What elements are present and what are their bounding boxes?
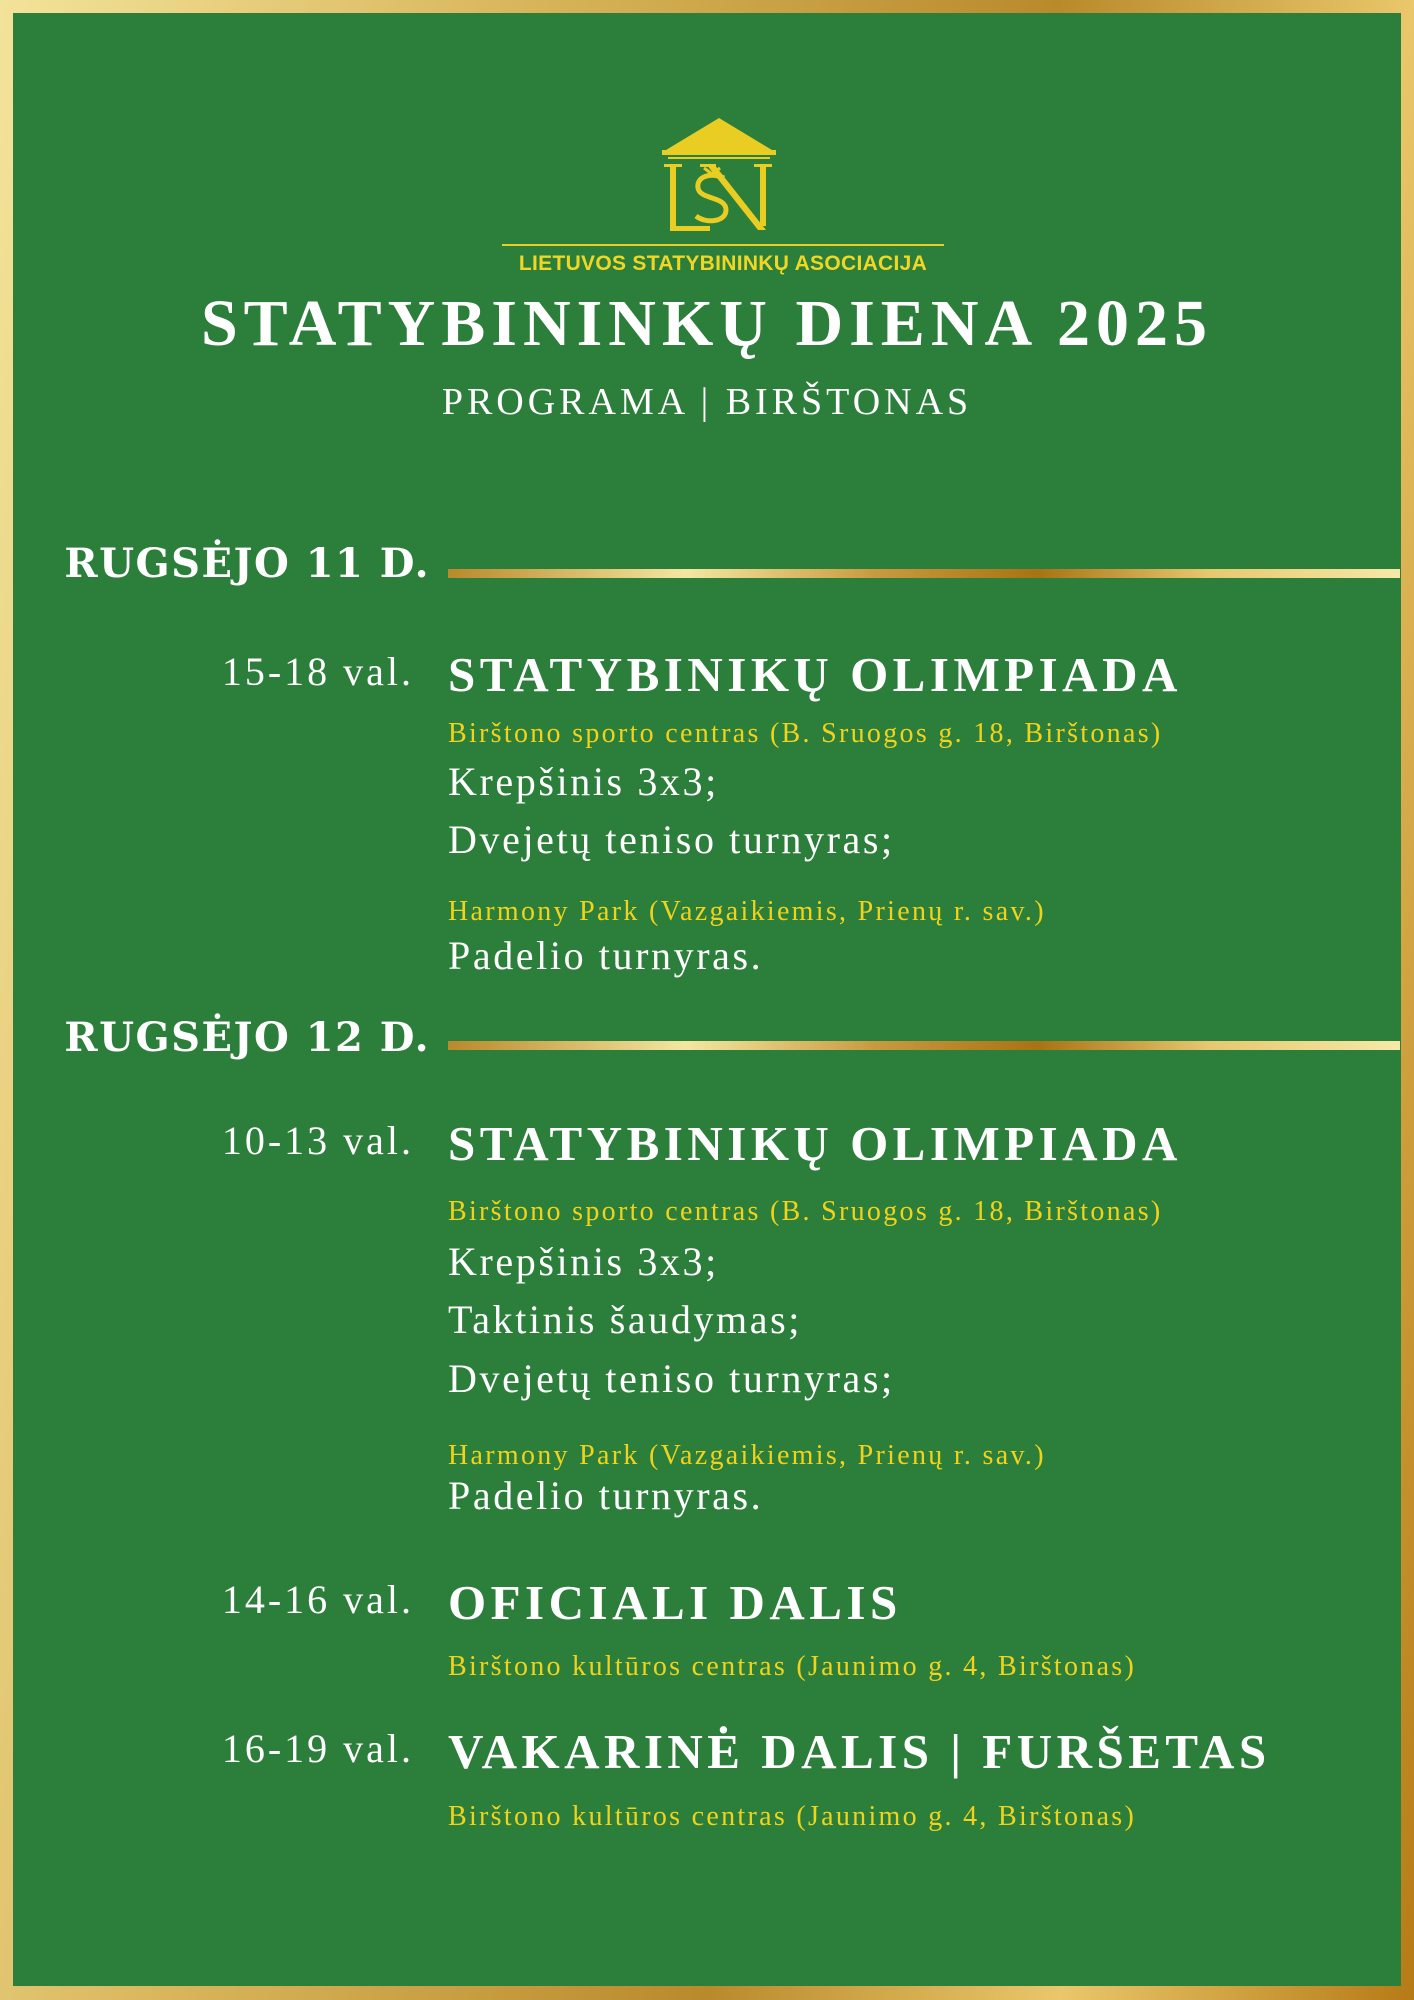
event-venue: Birštono sporto centras (B. Sruogos g. 18, Birštonas): [448, 718, 1163, 749]
day-heading-2: RUGSĖJO 12 D.: [64, 1014, 430, 1061]
event-venue: Harmony Park (Vazgaikiemis, Prienų r. sav.): [448, 896, 1046, 927]
event-title: OFICIALI DALIS: [448, 1575, 902, 1630]
event-title: VAKARINĖ DALIS | FURŠETAS: [448, 1724, 1271, 1779]
event-venue: Birštono kultūros centras (Jaunimo g. 4, Birštonas): [448, 1801, 1137, 1832]
page-subtitle: PROGRAMA | BIRŠTONAS: [441, 381, 973, 423]
activity-item: Padelio turnyras.: [448, 933, 764, 978]
event-time: 14-16 val.: [221, 1577, 414, 1622]
activity-item: Krepšinis 3x3;: [448, 759, 719, 804]
page-title: STATYBININKŲ DIENA 2025: [200, 287, 1214, 360]
event-title: STATYBINIKŲ OLIMPIADA: [448, 1116, 1182, 1171]
event-time: 16-19 val.: [221, 1726, 414, 1771]
day-heading-1: RUGSĖJO 11 D.: [64, 540, 430, 587]
event-venue: Harmony Park (Vazgaikiemis, Prienų r. sav.): [448, 1440, 1046, 1471]
day-divider-1: [448, 569, 1400, 578]
activity-item: Dvejetų teniso turnyras;: [448, 817, 895, 862]
lsa-temple-monogram-icon: [660, 116, 778, 236]
event-venue: Birštono sporto centras (B. Sruogos g. 18, Birštonas): [448, 1196, 1163, 1227]
event-title: STATYBINIKŲ OLIMPIADA: [448, 647, 1182, 702]
association-rule: [502, 244, 944, 246]
activity-item: Krepšinis 3x3;: [448, 1239, 719, 1284]
activity-item: Padelio turnyras.: [448, 1473, 764, 1518]
activity-item: Dvejetų teniso turnyras;: [448, 1356, 895, 1401]
event-time: 15-18 val.: [221, 649, 414, 694]
association-name: LIETUVOS STATYBININKŲ ASOCIACIJA: [518, 252, 928, 275]
day-divider-2: [448, 1041, 1400, 1050]
event-time: 10-13 val.: [221, 1118, 414, 1163]
activity-item: Taktinis šaudymas;: [448, 1297, 802, 1342]
event-venue: Birštono kultūros centras (Jaunimo g. 4, Birštonas): [448, 1651, 1137, 1682]
